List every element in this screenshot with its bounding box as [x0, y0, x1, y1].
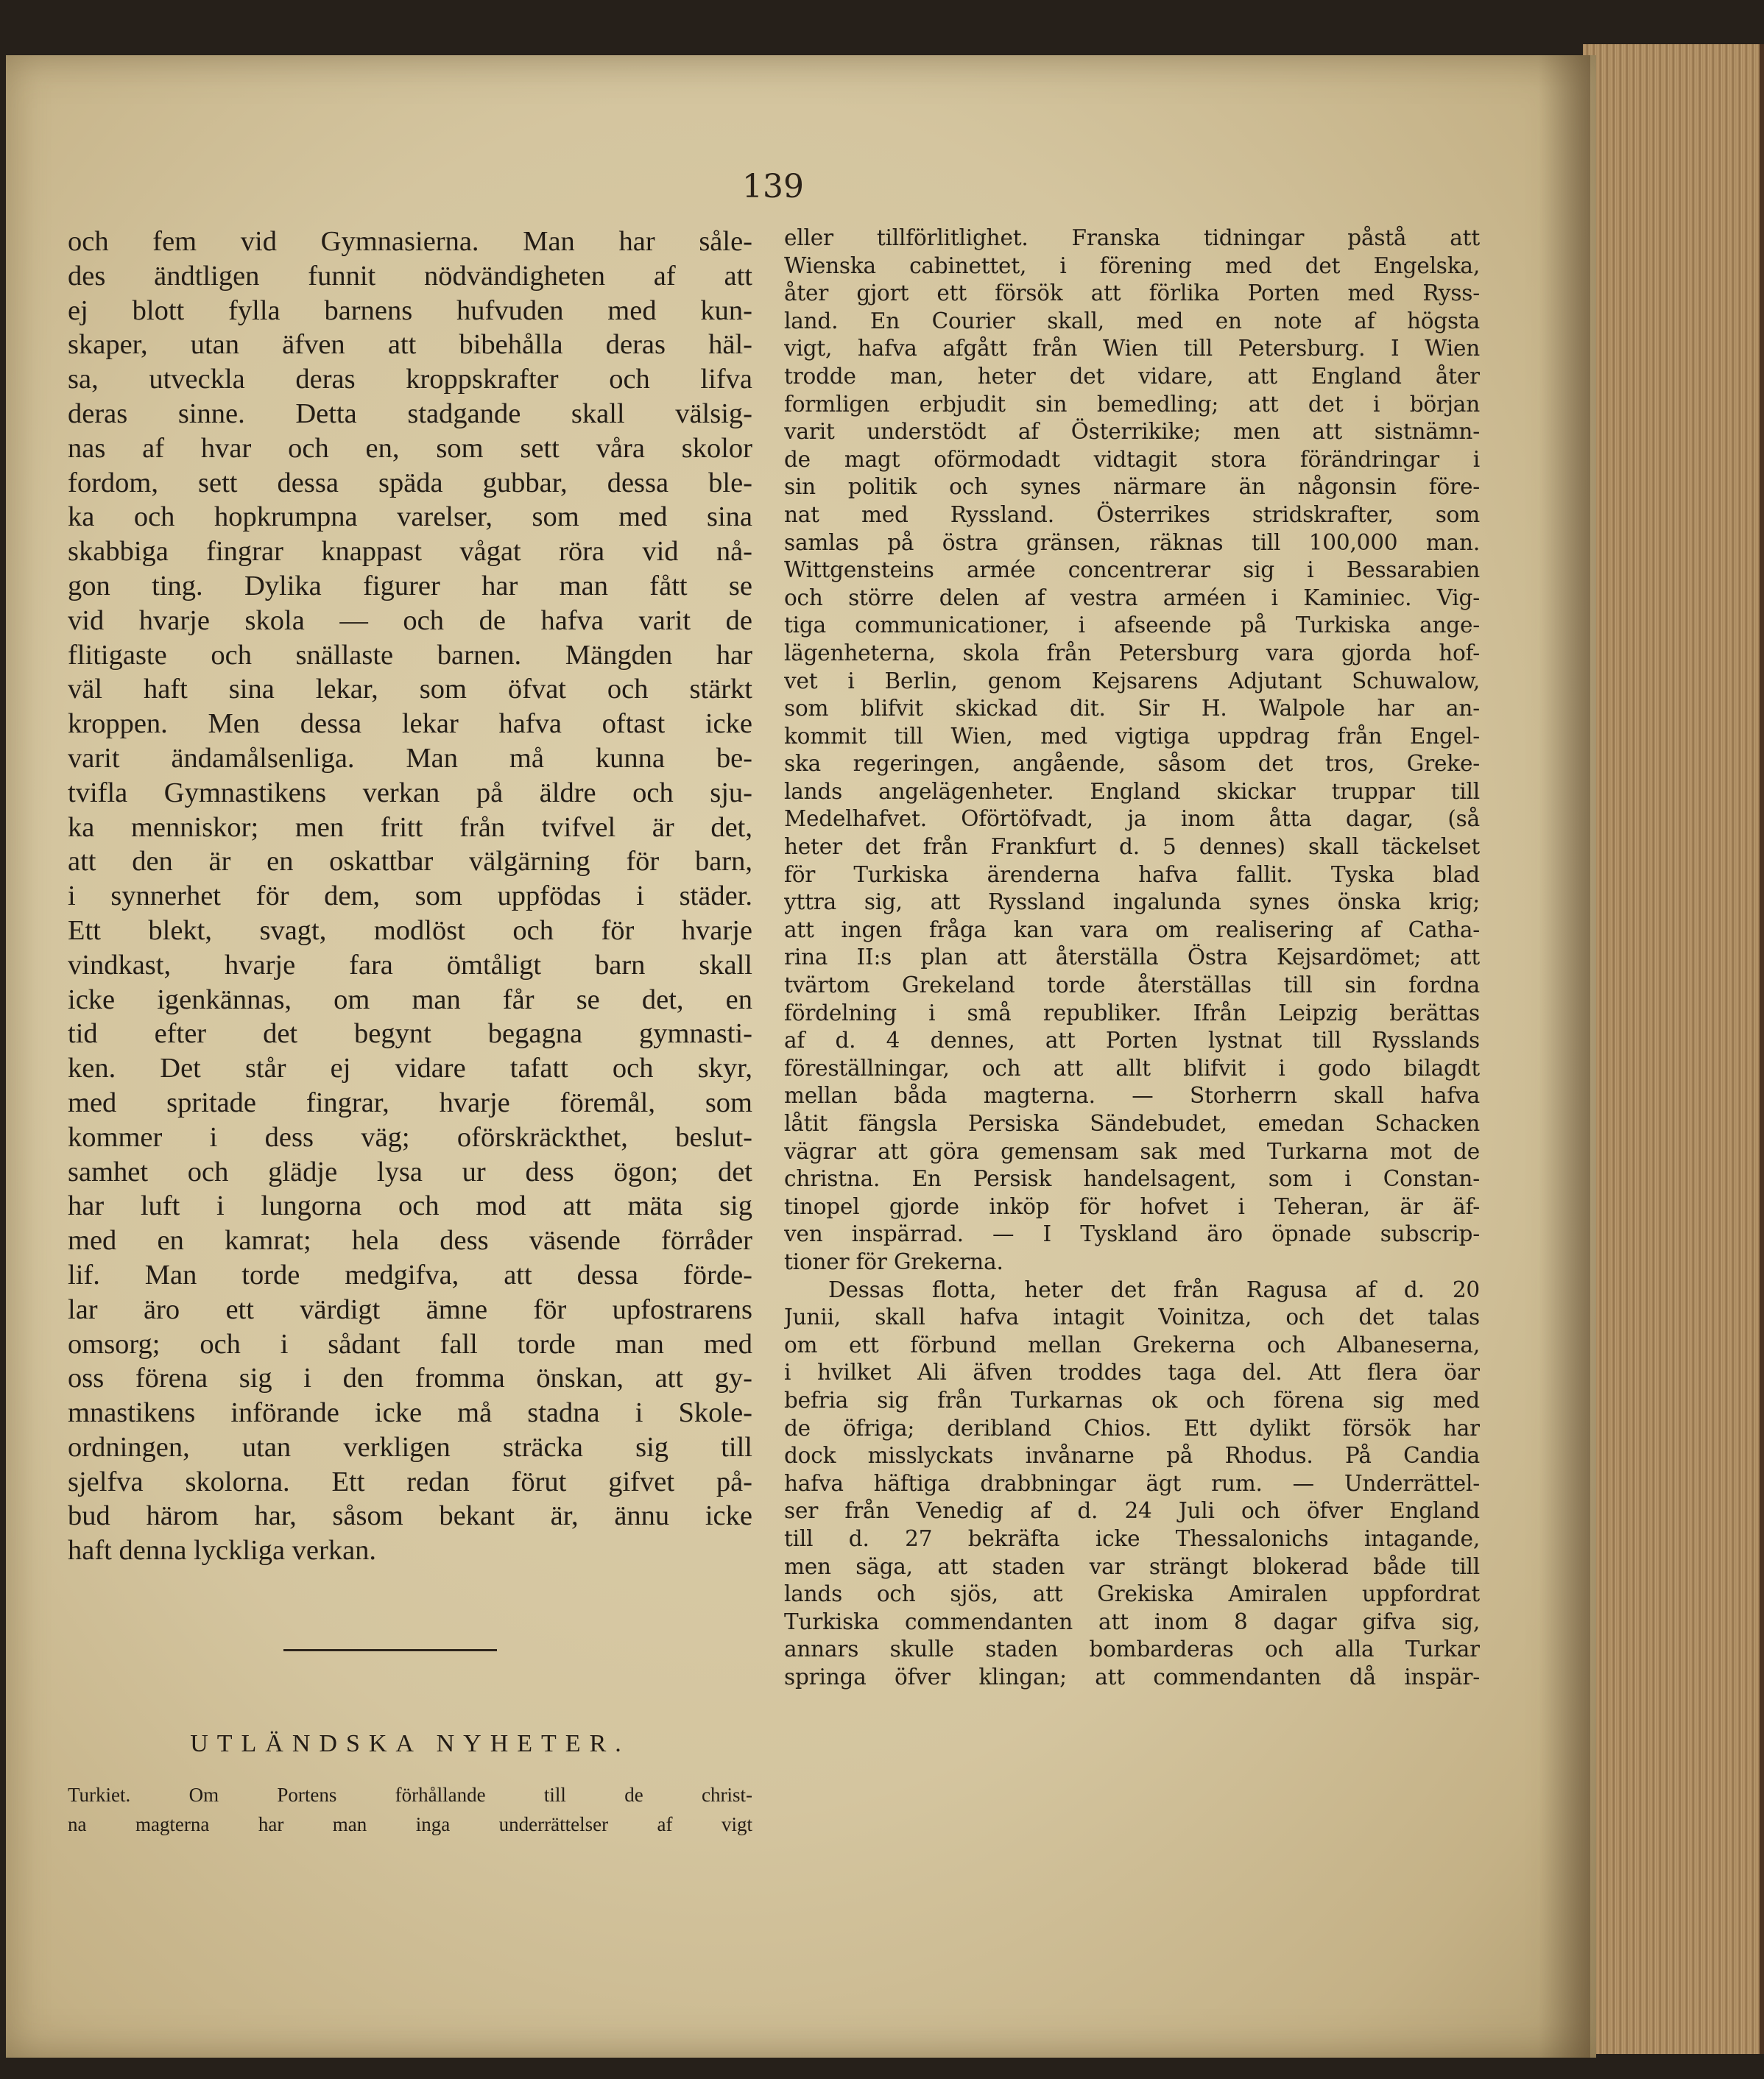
- text-line: föreställningar, och att allt blifvit i godo bilagdt: [784, 1055, 1480, 1081]
- text-line: flitigaste och snällaste barnen. Mängden har: [68, 639, 752, 671]
- text-line: tvifla Gymnastikens verkan på äldre och sju-: [68, 777, 752, 808]
- text-line: samlas på östra gränsen, räknas till 100,000 man.: [784, 529, 1480, 555]
- text-line: Turkiska commendanten att inom 8 dagar gifva sig,: [784, 1609, 1480, 1634]
- text-line: land. En Courier skall, med en note af högsta: [784, 308, 1480, 333]
- text-line: sin politik och synes närmare än någonsin före-: [784, 474, 1480, 500]
- text-line: tid efter det begynt begagna gymnasti-: [68, 1018, 752, 1050]
- text-line: lif. Man torde medgifva, att dessa förde-: [68, 1259, 752, 1291]
- text-line: tinopel gjorde inköp för hofvet i Teheran, är äf-: [784, 1193, 1480, 1219]
- text-line: varit ändamålsenliga. Man må kunna be-: [68, 742, 752, 774]
- text-line: de öfriga; deribland Chios. Ett dylikt försök har: [784, 1415, 1480, 1441]
- text-line: haft denna lyckliga verkan.: [68, 1535, 377, 1567]
- text-line: kommit till Wien, med vigtiga uppdrag från Engel-: [784, 723, 1480, 749]
- text-line: samhet och glädje lysa ur dess ögon; det: [68, 1156, 752, 1187]
- text-line: lar äro ett värdigt ämne för upfostrarens: [68, 1293, 752, 1325]
- text-line: lands angelägenheter. England skickar truppar till: [784, 778, 1480, 804]
- page-shadow: [1539, 55, 1590, 2058]
- right-column: [784, 225, 1480, 1691]
- text-line: vindkast, hvarje fara ömtåligt barn skall: [68, 949, 752, 981]
- text-line: Dessas flotta, heter det från Ragusa af d. 20: [828, 1277, 1480, 1302]
- text-line: omsorg; och i sådant fall torde man med: [68, 1328, 752, 1360]
- text-line: ken. Det står ej vidare tafatt och skyr,: [68, 1053, 752, 1084]
- text-line: hafva häftiga drabbningar ägt rum. — Underrättel-: [784, 1470, 1480, 1496]
- text-line: varit understödt af Österrikike; men att sistnämn-: [784, 419, 1480, 445]
- text-line: mnastikens införande icke må stadna i Skole-: [68, 1397, 752, 1429]
- text-line: att ingen fråga kan vara om realisering af Catha-: [784, 917, 1480, 942]
- text-line: Ett blekt, svagt, modlöst och för hvarje: [68, 914, 752, 946]
- text-line: vet i Berlin, genom Kejsarens Adjutant Schuwalow,: [784, 668, 1480, 693]
- text-line: vägrar att göra gemensam sak med Turkarna mot de: [784, 1138, 1480, 1164]
- text-line: ven inspärrad. — I Tyskland äro öpnade subscrip-: [784, 1221, 1480, 1247]
- text-line: i synnerhet för dem, som uppfödas i städer.: [68, 880, 752, 912]
- page-fore-edge: [1583, 44, 1764, 2054]
- text-line: och större delen af vestra arméen i Kaminiec. Vig-: [784, 585, 1480, 610]
- text-line: att den är en oskattbar välgärning för barn,: [68, 846, 752, 878]
- text-line: med en kamrat; hela dess väsende förråder: [68, 1225, 752, 1257]
- text-line: eller tillförlitlighet. Franska tidningar påstå att: [784, 225, 1480, 250]
- text-line: lägenheterna, skola från Petersburg vara gjorda hof-: [784, 640, 1480, 666]
- text-line: na magterna har man inga underrättelser af vigt: [68, 1813, 752, 1835]
- text-line: des ändtligen funnit nödvändigheten af att: [68, 260, 752, 292]
- text-line: för Turkiska ärenderna hafva fallit. Tyska blad: [784, 861, 1480, 887]
- text-line: Wienska cabinettet, i förening med det Engelska,: [784, 253, 1480, 278]
- text-line: ser från Venedig af d. 24 Juli och öfver England: [784, 1498, 1480, 1524]
- text-line: till d. 27 bekräfta icke Thessalonichs intagande,: [784, 1525, 1480, 1551]
- text-line: annars skulle staden bombarderas och alla Turkar: [784, 1637, 1480, 1662]
- text-line: vid hvarje skola — och de hafva varit de: [68, 604, 752, 636]
- text-line: kommer i dess väg; oförskräckthet, beslut-: [68, 1121, 752, 1153]
- text-line: de magt oförmodadt vidtagit stora förändringar i: [784, 446, 1480, 472]
- text-line: icke igenkännas, om man får se det, en: [68, 984, 752, 1015]
- text-line: trodde man, heter det vidare, att England åter: [784, 363, 1480, 389]
- text-line: nas af hvar och en, som sett våra skolor: [68, 432, 752, 464]
- left-footer-text: [68, 1780, 752, 1839]
- left-column: [68, 225, 752, 1568]
- text-line: yttra sig, att Ryssland ingalunda synes önska krig;: [784, 889, 1480, 915]
- text-line: ska regeringen, angående, såsom det tros, Greke-: [784, 751, 1480, 777]
- section-heading: UTLÄNDSKA NYHETER.: [190, 1730, 630, 1757]
- text-line: tioner för Grekerna.: [784, 1249, 1003, 1274]
- text-line: låtit fängsla Persiska Sändebudet, emedan Schacken: [784, 1111, 1480, 1136]
- text-line: mellan båda magterna. — Storherrn skall hafva: [784, 1083, 1480, 1109]
- text-line: Wittgensteins armée concentrerar sig i Bessarabien: [784, 557, 1480, 583]
- text-line: befria sig från Turkarnas ok och förena sig med: [784, 1387, 1480, 1413]
- text-line: ordningen, utan verkligen sträcka sig till: [68, 1431, 752, 1463]
- text-line: som blifvit skickad dit. Sir H. Walpole har an-: [784, 696, 1480, 721]
- text-line: dock misslyckats invånarne på Rhodus. På Candia: [784, 1443, 1480, 1469]
- text-line: har luft i lungorna och mod att mäta sig: [68, 1190, 752, 1222]
- text-line: springa öfver klingan; att commendanten då inspär-: [784, 1664, 1480, 1690]
- text-line: gon ting. Dylika figurer har man fått se: [68, 570, 752, 601]
- text-line: christna. En Persisk handelsagent, som i Constan-: [784, 1166, 1480, 1192]
- text-line: men säga, att staden var strängt blokerad både till: [784, 1553, 1480, 1579]
- text-line: oss förena sig i den fromma önskan, att gy-: [68, 1363, 752, 1394]
- text-line: skaper, utan äfven att bibehålla deras häl-: [68, 329, 752, 361]
- text-line: af d. 4 dennes, att Porten lystnat till Rysslands: [784, 1028, 1480, 1053]
- text-line: om ett förbund mellan Grekerna och Albaneserna,: [784, 1332, 1480, 1358]
- text-line: ka och hopkrumpna varelser, som med sina: [68, 501, 752, 533]
- text-line: bud härom har, såsom bekant är, ännu icke: [68, 1500, 752, 1532]
- text-line: kroppen. Men dessa lekar hafva oftast icke: [68, 708, 752, 740]
- section-divider: [283, 1649, 497, 1651]
- text-line: sa, utveckla deras kroppskrafter och lifva: [68, 364, 752, 395]
- text-line: tiga communicationer, i afseende på Turkiska ange-: [784, 613, 1480, 638]
- text-line: åter gjort ett försök att förlika Porten med Ryss-: [784, 280, 1480, 306]
- text-line: skabbiga fingrar knappast vågat röra vid nå-: [68, 536, 752, 568]
- text-line: Medelhafvet. Oförtöfvadt, ja inom åtta dagar, (så: [784, 806, 1480, 832]
- text-line: och fem vid Gymnasierna. Man har såle-: [68, 226, 752, 257]
- text-line: fordom, sett dessa späda gubbar, dessa ble-: [68, 467, 752, 498]
- page-number: 139: [742, 168, 804, 205]
- text-line: heter det från Frankfurt d. 5 dennes) skall täckelset: [784, 834, 1480, 860]
- text-line: vigt, hafva afgått från Wien till Petersburg. I Wien: [784, 336, 1480, 361]
- text-line: Junii, skall hafva intagit Voinitza, och det talas: [784, 1305, 1480, 1330]
- text-line: fördelning i små republiker. Ifrån Leipzig berättas: [784, 1000, 1480, 1026]
- text-line: nat med Ryssland. Österrikes stridskrafter, som: [784, 501, 1480, 527]
- text-line: deras sinne. Detta stadgande skall välsig-: [68, 398, 752, 429]
- text-line: i hvilket Ali äfven troddes taga del. Att flera öar: [784, 1360, 1480, 1386]
- text-line: formligen erbjudit sin bemedling; att det i början: [784, 391, 1480, 417]
- text-line: lands och sjös, att Grekiska Amiralen uppfordrat: [784, 1581, 1480, 1607]
- text-line: rina II:s plan att återställa Östra Kejsardömet; att: [784, 945, 1480, 970]
- text-line: tvärtom Grekeland torde återställas till sin fordna: [784, 973, 1480, 998]
- text-line: med spritade fingrar, hvarje föremål, som: [68, 1087, 752, 1118]
- text-line: ka menniskor; men fritt från tvifvel är det,: [68, 811, 752, 843]
- text-line: väl haft sina lekar, som öfvat och stärkt: [68, 674, 752, 705]
- text-line: sjelfva skolorna. Ett redan förut gifvet på-: [68, 1466, 752, 1497]
- text-line: Turkiet. Om Portens förhållande till de christ-: [68, 1784, 752, 1806]
- text-line: ej blott fylla barnens hufvuden med kun-: [68, 294, 752, 326]
